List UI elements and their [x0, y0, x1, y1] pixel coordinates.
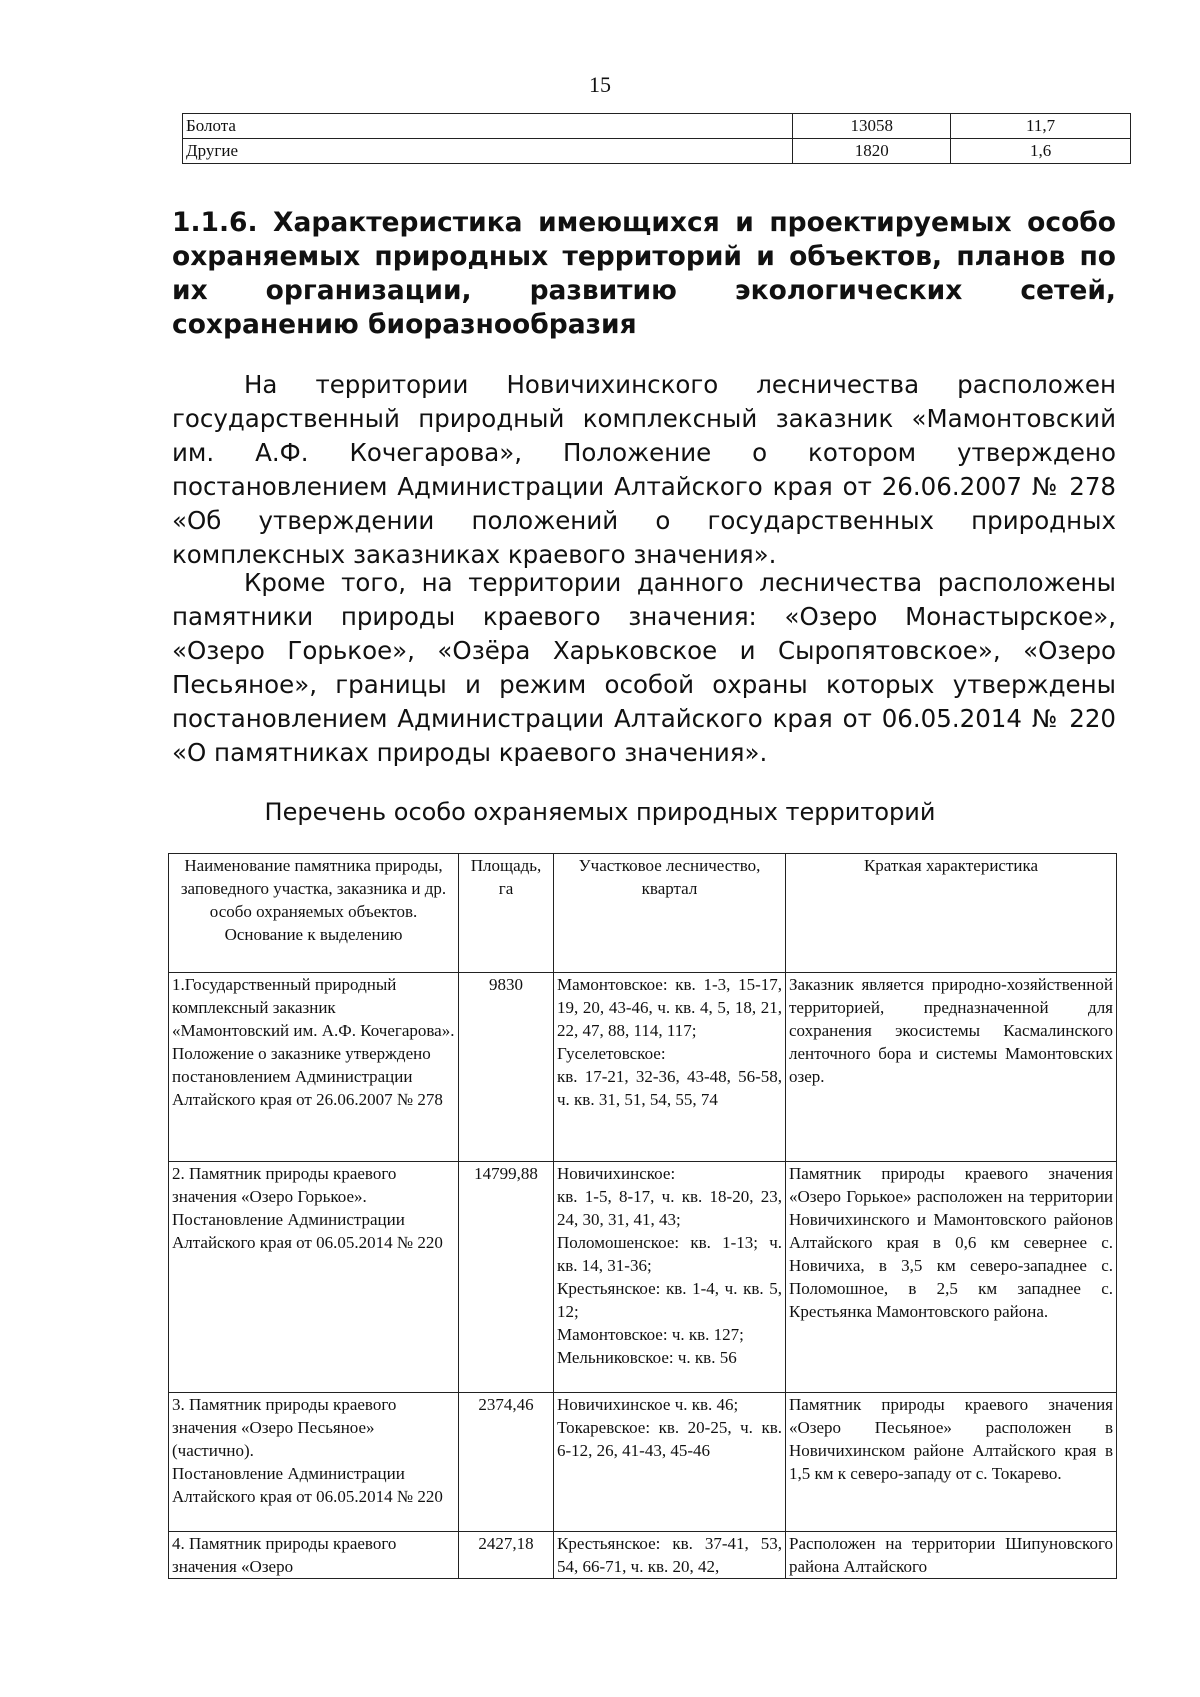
category-percent: 1,6 [951, 139, 1131, 164]
table-row [183, 114, 1131, 139]
area-name-cell: 4. Памятник природы краевого значения «Озеро [169, 1532, 459, 1579]
area-size-cell: 2427,18 [459, 1532, 554, 1579]
category-name: Болота [183, 114, 793, 139]
area-name-cell: 1.Государственный природный комплексный заказник «Мамонтовский им. А.Ф. Кочегарова». Положение о заказнике утверждено постановлением Администрации Алтайского края от 26.06.2007 № 278 [169, 973, 459, 1162]
land-category-table [182, 113, 1131, 164]
paragraph-zakaznik: На территории Новичихинского лесничества расположен государственный природный комплексный заказник «Мамонтовский им. А.Ф. Кочегарова», Положение о котором утверждено постановлением Администрации Алтайского края от 26.06.2007 № 278 «Об утверждении положений о государственных природных комплексных заказниках краевого значения». [172, 370, 1116, 569]
description-cell: Памятник природы краевого значения «Озеро Горькое» расположен на территории Новичихинского и Мамонтовского районов Алтайского края в 0,6 км севернее с. Новичиха, в 3,5 км северо-западнее с. Поломошное, в 2,5 км западнее с. Крестьянка Мамонтовского района. [786, 1162, 1117, 1393]
area-name-cell: 2. Памятник природы краевого значения «Озеро Горькое». Постановление Администрации Алтайского края от 06.05.2014 № 220 [169, 1162, 459, 1393]
column-header-name: Наименование памятника природы, заповедного участка, заказника и др. особо охраняемых объектов. Основание к выделению [169, 854, 459, 973]
paragraph-monuments: Кроме того, на территории данного лесничества расположены памятники природы краевого значения: «Озеро Монастырское», «Озеро Горькое», «Озёра Харьковское и Сыропятовское», «Озеро Песьяное», границы и режим особой охраны которых утверждены постановлением Администрации Алтайского края от 06.05.2014 № 220 «О памятниках природы краевого значения». [172, 568, 1116, 767]
column-header-quarters: Участковое лесничество, квартал [554, 854, 786, 973]
page-number: 15 [589, 72, 611, 97]
table-row [169, 1532, 1117, 1579]
area-size-cell: 9830 [459, 973, 554, 1162]
quarters-cell: Мамонтовское: кв. 1-3, 15-17, 19, 20, 43-46, ч. кв. 4, 5, 18, 21, 22, 47, 88, 114, 117; Гуселетовское: кв. 17-21, 32-36, 43-48, 56-58, ч. кв. 31, 51, 54, 55, 74 [554, 973, 786, 1162]
protected-areas-table [168, 853, 1117, 1579]
column-header-description: Краткая характеристика [786, 854, 1117, 973]
quarters-cell: Крестьянское: кв. 37-41, 53, 54, 66-71, ч. кв. 20, 42, [554, 1532, 786, 1579]
category-area: 1820 [793, 139, 951, 164]
description-cell: Заказник является природно-хозяйственной территорией, предназначенной для сохранения экосистемы Касмалинского ленточного бора и системы Мамонтовских озер. [786, 973, 1117, 1162]
table-caption: Перечень особо охраняемых природных территорий [264, 798, 936, 826]
table-row [183, 139, 1131, 164]
table-row [169, 1162, 1117, 1393]
area-size-cell: 14799,88 [459, 1162, 554, 1393]
table-header-row [169, 854, 1117, 973]
column-header-area: Площадь, га [459, 854, 554, 973]
quarters-cell: Новичихинское: кв. 1-5, 8-17, ч. кв. 18-20, 23, 24, 30, 31, 41, 43; Поломошенское: кв. 1-13; ч. кв. 14, 31-36; Крестьянское: кв. 1-4, ч. кв. 5, 12; Мамонтовское: ч. кв. 127; Мельниковское: ч. кв. 56 [554, 1162, 786, 1393]
description-cell: Памятник природы краевого значения «Озеро Песьяное» расположен в Новичихинском районе Алтайского края в 1,5 км к северо-западу от с. Токарево. [786, 1393, 1117, 1532]
table-row [169, 973, 1117, 1162]
category-area: 13058 [793, 114, 951, 139]
area-name-cell: 3. Памятник природы краевого значения «Озеро Песьяное» (частично). Постановление Администрации Алтайского края от 06.05.2014 № 220 [169, 1393, 459, 1532]
section-heading: 1.1.6. Характеристика имеющихся и проектируемых особо охраняемых природных территорий и объектов, планов по их организации, развитию экологических сетей, сохранению биоразнообразия [172, 207, 1116, 340]
category-name: Другие [183, 139, 793, 164]
area-size-cell: 2374,46 [459, 1393, 554, 1532]
table-row [169, 1393, 1117, 1532]
description-cell: Расположен на территории Шипуновского района Алтайского [786, 1532, 1117, 1579]
category-percent: 11,7 [951, 114, 1131, 139]
quarters-cell: Новичихинское ч. кв. 46; Токаревское: кв. 20-25, ч. кв. 6-12, 26, 41-43, 45-46 [554, 1393, 786, 1532]
